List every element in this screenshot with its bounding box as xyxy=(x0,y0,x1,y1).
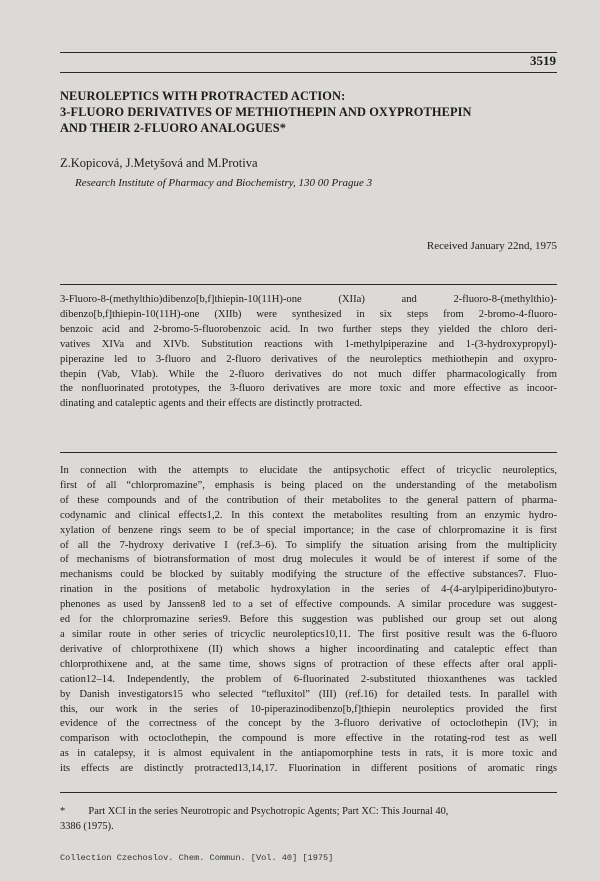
body-line: evidence of the correctness of the concept by the 3-fluoro derivative of octoclothepin (IV); in xyxy=(60,718,557,730)
body-line: codynamic and clinical effects1,2. In this context the metabolites resulting from an enzymic hydro- xyxy=(60,509,557,521)
abstract-line: piperazine led to 3-fluoro and 2-fluoro derivatives of the neuroleptics methiothepin and oxypro- xyxy=(60,353,557,365)
body-line: of mechanisms of biotransformation of most drug molecules it would be of interest if some of the xyxy=(60,554,557,566)
body-line: phenones as used by Janssen8 led to a set of effective compounds. A similar procedure was suggest- xyxy=(60,599,557,611)
abstract-rule-top xyxy=(60,284,557,285)
body-line: a similar route in other series of tricyclic neuroleptics10,11. The first positive result was the 6-fluoro xyxy=(60,628,557,640)
abstract-rule-bottom xyxy=(60,452,557,453)
footnote xyxy=(60,804,557,834)
body-line: cation12–14. Independently, the problem of 6-fluorinated 2-substituted thioxanthenes was tackled xyxy=(60,673,557,685)
page-number: 3519 xyxy=(530,53,556,68)
journal-footer: Collection Czechoslov. Chem. Commun. [Vol. 40] [1975] xyxy=(60,853,334,863)
affiliation: Research Institute of Pharmacy and Biochemistry, 130 00 Prague 3 xyxy=(75,177,373,189)
abstract-line: benzoic acid and 2-bromo-5-fluorobenzoic acid. In two further steps they yielded the chloro deri- xyxy=(60,323,557,335)
abstract-line: thepin (Vab, VIab). While the 2-fluoro derivatives do not much differ pharmacologically from xyxy=(60,368,557,380)
body-line: In connection with the attempts to elucidate the antipsychotic effect of tricyclic neuroleptics, xyxy=(60,465,557,476)
footnote-text: Part XCI in the series Neurotropic and Psychotropic Agents; Part XC: This Journal 40, xyxy=(88,806,449,817)
body-line: xylation of benzene rings seem to be of special importance; in the case of chlorpromazine it is first xyxy=(60,524,557,536)
abstract-line: 3-Fluoro-8-(methylthio)dibenzo[b,f]thiepin-10(11H)-one (XIIa) and 2-fluoro-8-(methylthio)- xyxy=(60,294,557,305)
body-line: of these compounds and of the contribution of their metabolites to the general pattern of pharma- xyxy=(60,494,557,506)
body-line: this, our work in the series of 10-piperazinodibenzo[b,f]thiepin neuroleptics provided the first xyxy=(60,703,557,715)
received-date: Received January 22nd, 1975 xyxy=(426,240,557,252)
body-line: ed for the chlorpromazine series9. Before this suggestion was published our group set out along xyxy=(60,614,557,626)
abstract-line: vatives XIVa and XIVb. Substitution reactions with 1-methylpiperazine and 1-(3-hydroxypropyl)- xyxy=(60,338,557,350)
body-line: derivative of chlorprothixene (II) which shows a higher incoordinating and cataleptic effect than xyxy=(60,643,557,655)
body-text xyxy=(60,464,557,777)
body-line: comparison with octoclothepin, the compound is more effective in the rotating-rod test as well xyxy=(60,733,557,745)
body-line: rination in the positions of metabolic hydroxylation in the series of 4-(4-arylpiperidino)butyro- xyxy=(60,584,557,596)
header-rule-lower xyxy=(60,72,557,73)
body-line: as in catalepsy, it is almost equivalent in the antiapomorphine tests in rats, it is more toxic and xyxy=(60,748,557,760)
article-title xyxy=(60,88,560,136)
footnote-mark: * xyxy=(60,806,66,817)
header-rule xyxy=(60,52,557,53)
body-line: by Danish investigators15 who selected “tefluxitol” (III) (ref.16) for detailed tests. In parallel with xyxy=(60,688,557,700)
body-line: of all the 7-hydroxy derivative I (ref.3–6). To simplify the situation arising from the multiplicity xyxy=(60,539,557,551)
authors: Z.Kopicová, J.Metyšová and M.Protiva xyxy=(60,156,258,170)
body-line: first of all “chlorpromazine”, emphasis is being placed on the understanding of the metabolism xyxy=(60,479,557,491)
title-line: AND THEIR 2-FLUORO ANALOGUES* xyxy=(60,121,287,135)
abstract xyxy=(60,293,557,412)
abstract-line: dinating and cataleptic agents and their effects are distinctly protracted. xyxy=(60,398,363,410)
footnote-text-cont: 3386 (1975). xyxy=(60,821,114,832)
body-line: its effects are distinctly protracted13,14,17. Fluorination in different positions of aromatic rings xyxy=(60,763,557,775)
body-line: mechanisms could be blocked by suitably modifying the structure of the effective substances7. Fluo- xyxy=(60,569,557,581)
body-line: chlorprothixene and, at the same time, shows signs of protraction of these effects after oral appli- xyxy=(60,658,557,670)
title-line: NEUROLEPTICS WITH PROTRACTED ACTION: xyxy=(60,89,346,103)
footnote-rule xyxy=(60,792,557,793)
abstract-line: the nonfluorinated prototypes, the 3-fluoro derivatives are more toxic and more effective as incoor- xyxy=(60,383,557,395)
abstract-line: dibenzo[b,f]thiepin-10(11H)-one (XIIb) were synthesized in six steps from 2-bromo-4-fluoro- xyxy=(60,308,557,320)
title-line: 3-FLUORO DERIVATIVES OF METHIOTHEPIN AND OXYPROTHEPIN xyxy=(60,105,472,119)
